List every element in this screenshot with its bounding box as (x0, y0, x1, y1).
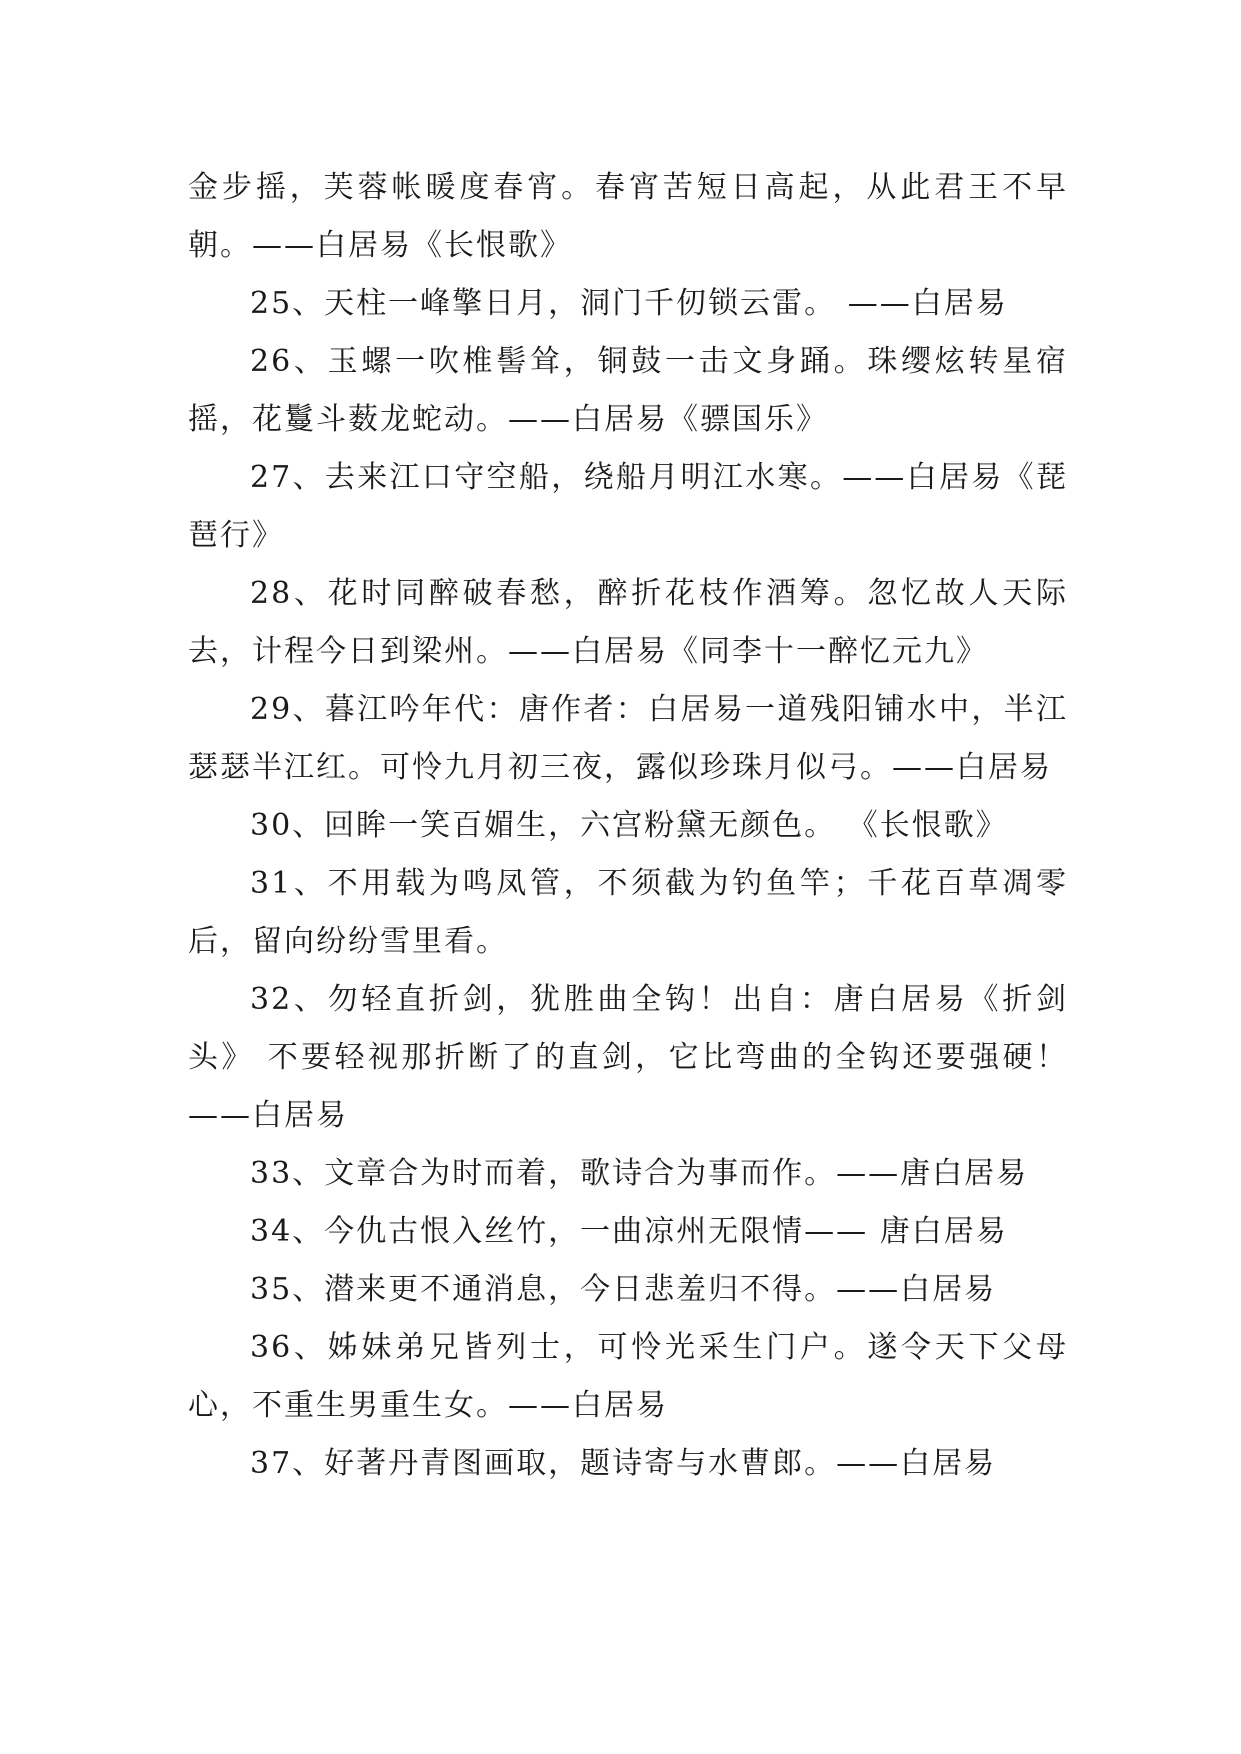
paragraph-28: 28、花时同醉破春愁，醉折花枝作酒筹。忽忆故人天际去，计程今日到梁州。——白居易《同李十一醉忆元九》 (188, 576, 1068, 669)
paragraph-37: 37、好著丹青图画取，题诗寄与水曹郎。——白居易 (250, 1446, 997, 1481)
paragraph-31: 31、不用载为鸣凤管，不须截为钓鱼竿；千花百草凋零后，留向纷纷雪里看。 (188, 866, 1068, 959)
paragraph-25: 25、天柱一峰擎日月，洞门千仞锁云雷。 ——白居易 (250, 286, 1008, 321)
paragraph-30: 30、回眸一笑百媚生，六宫粉黛无颜色。 《长恨歌》 (250, 808, 1008, 843)
poem-quotes-body (188, 159, 1068, 1493)
paragraph-33: 33、文章合为时而着，歌诗合为事而作。——唐白居易 (250, 1156, 1029, 1191)
paragraph-36: 36、姊妹弟兄皆列士，可怜光采生门户。遂令天下父母心，不重生男重生女。——白居易 (188, 1330, 1068, 1423)
paragraph-27: 27、去来江口守空船，绕船月明江水寒。——白居易《琵琶行》 (188, 460, 1068, 553)
paragraph-26: 26、玉螺一吹椎髻耸，铜鼓一击文身踊。珠缨炫转星宿摇，花鬘斗薮龙蛇动。——白居易《骠国乐》 (188, 344, 1068, 437)
paragraph-34: 34、今仇古恨入丝竹，一曲凉州无限情—— 唐白居易 (250, 1214, 1008, 1249)
paragraph-32: 32、勿轻直折剑，犹胜曲全钩！出自：唐白居易《折剑头》 不要轻视那折断了的直剑，它比弯曲的全钩还要强硬！——白居易 (188, 982, 1068, 1133)
paragraph-35: 35、潜来更不通消息，今日悲羞归不得。——白居易 (250, 1272, 997, 1307)
paragraph-29: 29、暮江吟年代：唐作者：白居易一道残阳铺水中，半江瑟瑟半江红。可怜九月初三夜，露似珍珠月似弓。——白居易 (188, 692, 1068, 785)
paragraph-continuation: 金步摇，芙蓉帐暖度春宵。春宵苦短日高起，从此君王不早朝。——白居易《长恨歌》 (188, 170, 1068, 263)
